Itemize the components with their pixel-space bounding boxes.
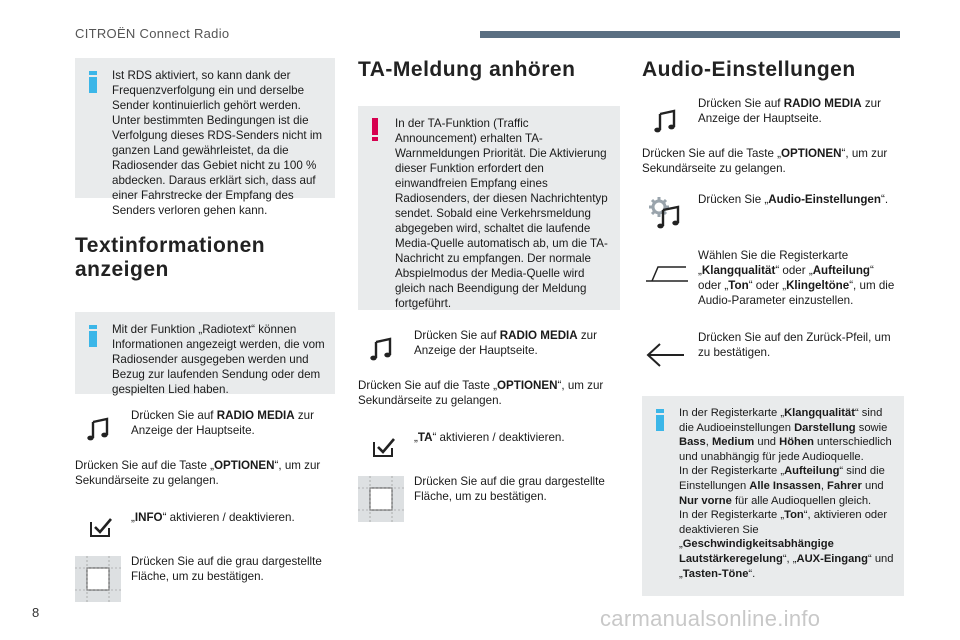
music-note-icon <box>652 108 680 136</box>
step-text: „TA“ aktivieren / deaktivieren. <box>414 431 565 444</box>
page-number: 8 <box>32 605 40 620</box>
step-options: Drücken Sie auf die Taste „OPTIONEN“, um zur Sekundärseite zu gelangen. <box>358 379 604 407</box>
step-select-tab <box>642 248 904 328</box>
info-icon <box>656 409 664 431</box>
step-options: Drücken Sie auf die Taste „OPTIONEN“, um zur Sekundärseite zu gelangen. <box>75 459 321 487</box>
step-audio-settings <box>642 190 904 242</box>
column-3 <box>642 58 904 596</box>
header-title: CITROËN Connect Radio <box>75 26 230 41</box>
step-options: Drücken Sie auf die Taste „OPTIONEN“, um zur Sekundärseite zu gelangen. <box>642 147 888 175</box>
info-icon <box>89 71 97 93</box>
checkbox-icon <box>372 436 396 458</box>
grey-area-icon <box>358 476 404 522</box>
step-radio-media <box>358 326 620 372</box>
step-ta-toggle <box>358 422 620 470</box>
step-text: Drücken Sie auf die grau dargestellte Fläche, um zu bestätigen. <box>414 475 605 503</box>
music-note-icon <box>85 416 113 444</box>
tab-icon <box>646 264 688 284</box>
info-icon <box>89 325 97 347</box>
step-text: Drücken Sie „Audio-Einstellungen“. <box>698 193 889 206</box>
step-text: Drücken Sie auf den Zurück-Pfeil, um zu bestätigen. <box>698 331 891 359</box>
warning-note-ta <box>358 106 620 310</box>
header-bar <box>480 31 900 38</box>
step-text: Drücken Sie auf die grau dargestellte Fläche, um zu bestätigen. <box>131 555 322 583</box>
warning-note-text: In der TA-Funktion (Traffic Announcement) erhalten TA-Warnmeldungen Priorität. Die Aktivierung dieser Funktion erfordert den einwandfreien Empfang eines Radiosenders, der diesen Nachrichtentyp sendet. Sobald eine Verkehrsmeldung abgegeben wird, schaltet die laufende Media-Quelle automatisch ab, um die TA-Nachricht zu empfangen. Der normale Abspielmodus der Media-Quelle wird gleich nach Beendigung der Meldung fortgeführt. <box>395 117 608 310</box>
section-heading-ta: TA-Meldung anhören <box>358 58 576 81</box>
step-text: Drücken Sie auf RADIO MEDIA zur Anzeige der Hauptseite. <box>698 97 881 125</box>
info-note-radiotext <box>75 312 335 394</box>
step-text: Drücken Sie auf RADIO MEDIA zur Anzeige der Hauptseite. <box>131 409 314 437</box>
info-note-text: In der Registerkarte „Klangqualität“ sind die Audioeinstellungen Darstellung sowie Bass, Medium und Höhen unterschiedlich und unabhängig für jede Audioquelle. In der Registerkarte „Aufteilung“ sind die Einstellungen Alle Insassen, Fahrer und Nur vorne für alle Audioquellen gleich. In der Registerkarte „Ton“, aktivieren oder deaktivieren Sie „Geschwindigkeitsabhängige Lautstärkeregelung“, „AUX-Eingang“ und „Tasten-Töne“. <box>679 407 894 580</box>
step-back-arrow <box>642 330 904 392</box>
step-confirm-grey <box>358 474 620 524</box>
column-1 <box>75 58 335 604</box>
back-arrow-icon <box>646 342 686 368</box>
watermark: carmanualsonline.info <box>600 606 821 631</box>
settings-music-icon <box>648 196 684 232</box>
step-confirm-grey <box>75 554 335 604</box>
step-radio-media <box>642 96 904 146</box>
checkbox-icon <box>89 516 113 538</box>
step-info-toggle <box>75 502 335 550</box>
column-2 <box>358 58 620 524</box>
music-note-icon <box>368 336 396 364</box>
section-heading-textinfo: Textinformationen anzeigen <box>75 234 266 281</box>
section-heading-audio: Audio-Einstellungen <box>642 58 856 81</box>
grey-area-icon <box>75 556 121 602</box>
step-radio-media <box>75 406 335 452</box>
step-text: Wählen Sie die Registerkarte „Klangqualität“ oder „Aufteilung“ oder „Ton“ oder „Klingeltöne“, um die Audio-Parameter einzustellen. <box>698 249 895 307</box>
info-note-text: Ist RDS aktiviert, so kann dank der Frequenzverfolgung ein und derselbe Sender kontinuierlich gehört werden. Unter bestimmten Bedingungen ist die Verfolgung dieses RDS-Senders nicht im ganzen Land gewährleistet, da die Radiosender das Gebiet nicht zu 100 % abdecken. Daraus erklärt sich, dass auf einer Fahrstrecke der Empfang des Senders verloren gehen kann. <box>112 69 323 217</box>
info-note-text: Mit der Funktion „Radiotext“ können Informationen angezeigt werden, die vom Radiosender ausgegeben werden und Bezug zur laufenden Sendung oder dem gespielten Lied haben. <box>112 323 325 396</box>
info-note-rds <box>75 58 335 217</box>
step-text: Drücken Sie auf RADIO MEDIA zur Anzeige der Hauptseite. <box>414 329 597 357</box>
warning-icon <box>372 118 378 141</box>
info-note-audio <box>642 396 904 596</box>
step-text: „INFO“ aktivieren / deaktivieren. <box>131 511 295 524</box>
